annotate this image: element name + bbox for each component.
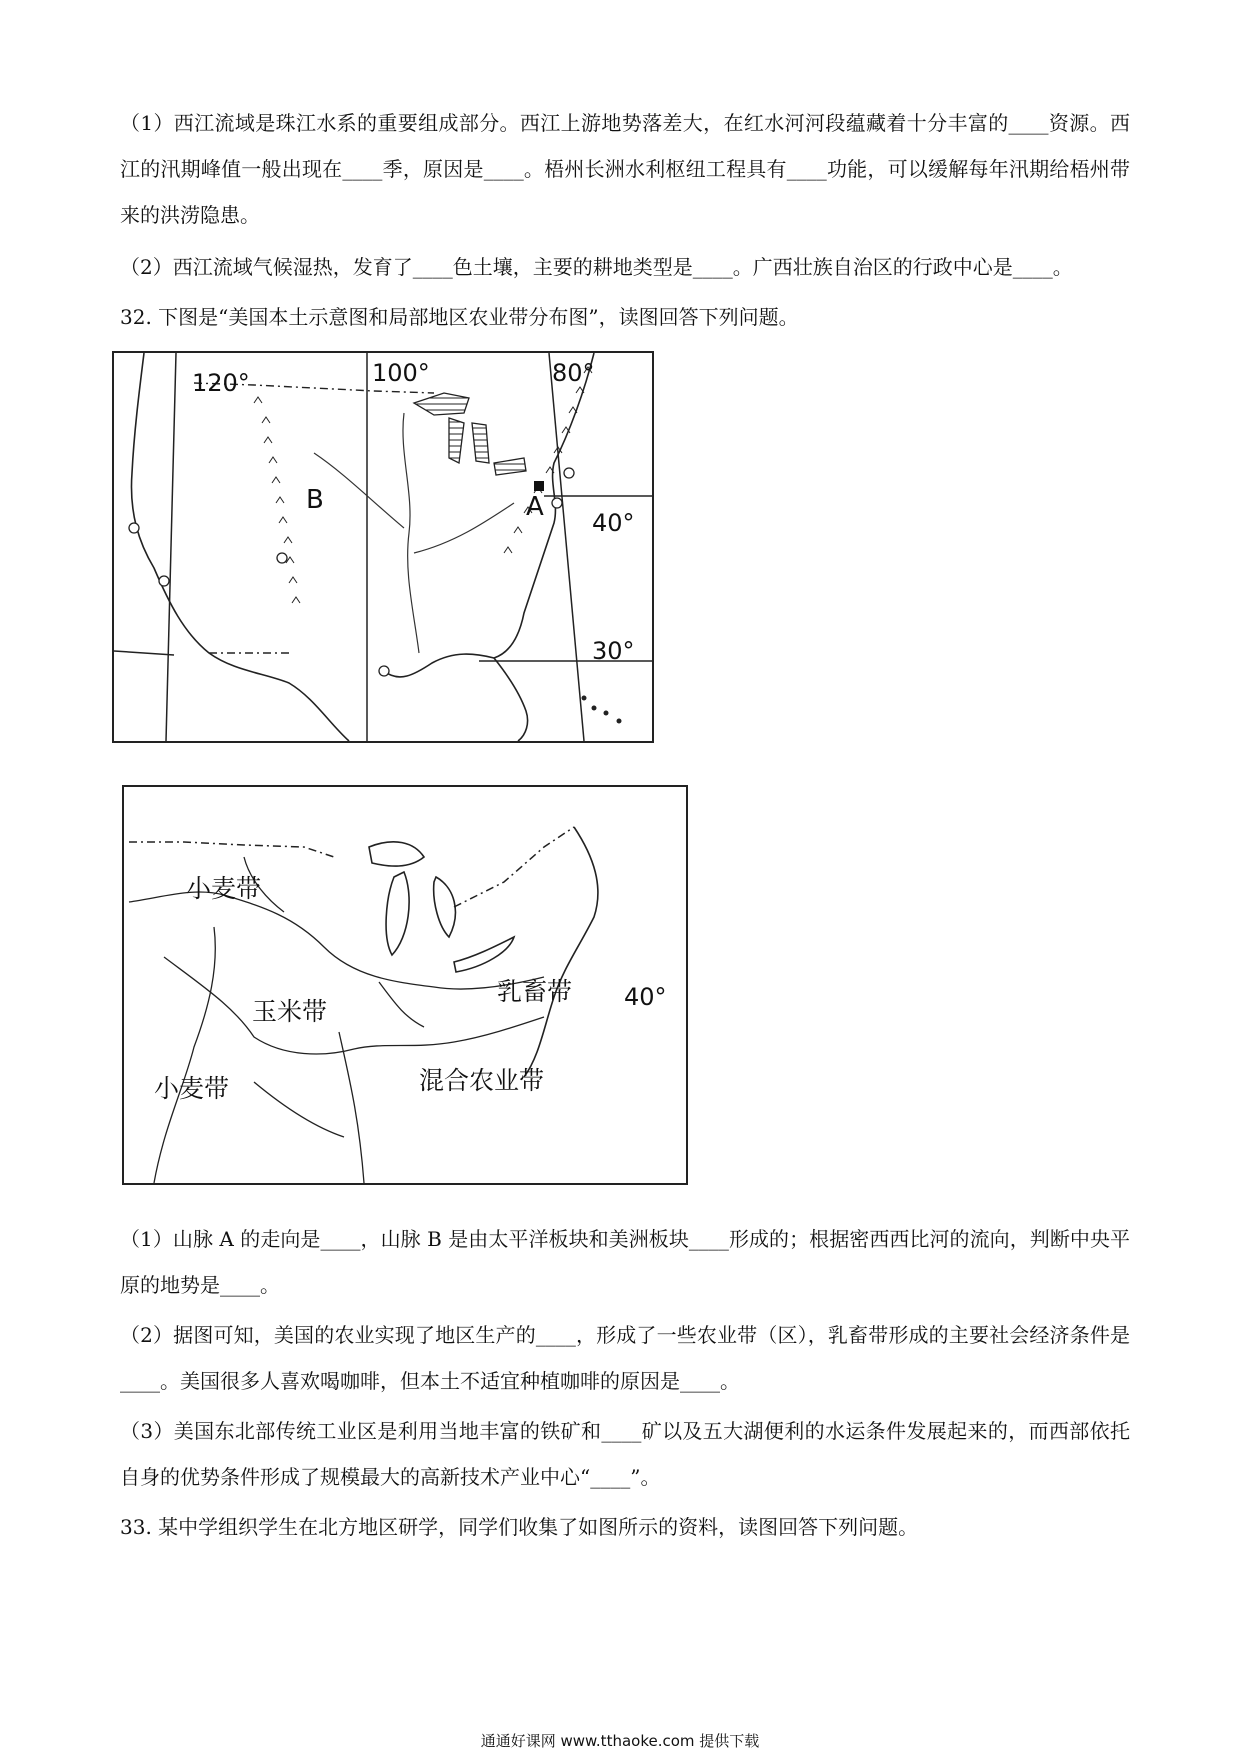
meridian-80 [549,353,584,741]
q32-stem: 32. 下图是“美国本土示意图和局部地区农业带分布图”，读图回答下列问题。 [120,305,799,329]
city-marker [564,468,574,478]
belt-label-wheat-north: 小麦带 [186,874,262,903]
meridian-120 [166,353,176,741]
lat-label-40: 40° [624,983,667,1011]
belt-label-wheat-south: 小麦带 [154,1074,230,1103]
q31-part2: （2）西江流域气候湿热，发育了____色土壤，主要的耕地类型是____。广西壮族自治区的行政中心是____。 [120,255,1073,279]
agricultural-belts-drawing [124,787,686,1183]
mississippi-river [403,413,419,653]
us-mainland-map-drawing [114,353,652,741]
footer: 通通好课网 www.tthaoke.com 提供下载 [480,1732,760,1750]
belt-boundary [129,892,544,989]
east-coast [524,827,598,1077]
ohio-river [414,503,514,553]
belt-label-mixed-farming: 混合农业带 [419,1066,545,1095]
belt-label-dairy: 乳畜带 [497,977,573,1006]
mountain-b-label: B [306,485,324,515]
florida [494,658,528,741]
missouri-river [314,453,404,528]
great-lakes [414,393,469,415]
us-mainland-map [112,351,654,743]
lon-label-100: 100° [372,359,430,387]
city-marker [379,666,389,676]
mountain-b-symbols [254,397,300,603]
belt-boundary [164,957,544,1054]
great-lakes-outline [369,842,424,866]
city-marker [129,523,139,533]
q32-part1: （1）山脉 A 的走向是____，山脉 B 是由太平洋板块和美洲板块____形成的；根据密西西比河的流向，判断中央平原的地势是____。 [120,1227,1130,1297]
city-marker [552,498,562,508]
city-marker [277,553,287,563]
city-a-square [534,481,544,491]
belt-label-corn: 玉米带 [252,997,328,1026]
pacific-coast [131,353,349,741]
agricultural-belts-map [122,785,688,1185]
lon-label-80: 80° [552,359,595,387]
canada-border [129,842,334,857]
q32-part2: （2）据图可知，美国的农业实现了地区生产的____，形成了一些农业带（区），乳畜带形成的主要社会经济条件是____。美国很多人喜欢喝咖啡，但本土不适宜种植咖啡的原因是____。 [120,1323,1130,1393]
q32-part3: （3）美国东北部传统工业区是利用当地丰富的铁矿和____矿以及五大湖便利的水运条件发展起来的，而西部依托自身的优势条件形成了规模最大的高新技术产业中心“____”。 [120,1419,1130,1489]
mountain-a-label: A [526,492,544,522]
q31-part1: （1）西江流域是珠江水系的重要组成部分。西江上游地势落差大，在红水河河段蕴藏着十分丰富的____资源。西江的汛期峰值一般出现在____季，原因是____。梧州长洲水利枢纽工程具有____功能，可以缓解每年汛期给梧州带来的洪涝隐患。 [120,111,1130,227]
lat-label-30: 30° [592,637,635,665]
lon-label-120: 120° [192,369,250,397]
city-marker [159,576,169,586]
lat-label-40: 40° [592,509,635,537]
q33-stem: 33. 某中学组织学生在北方地区研学，同学们收集了如图所示的资料，读图回答下列问题。 [120,1515,919,1539]
mississippi-river [339,1032,364,1183]
